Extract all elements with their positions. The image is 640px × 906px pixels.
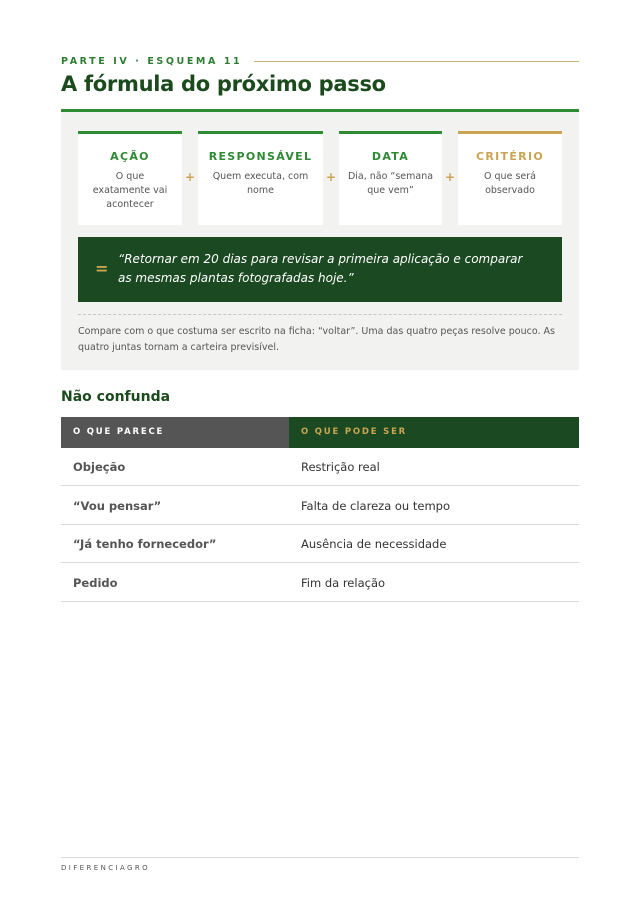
cell-could-be: Falta de clareza ou tempo bbox=[301, 498, 451, 513]
cell-appears: “Já tenho fornecedor” bbox=[73, 536, 217, 551]
eyebrow-row bbox=[61, 55, 579, 67]
footer-brand: DIFERENCIAGRO bbox=[61, 864, 151, 872]
cell-could-be: Restrição real bbox=[301, 459, 380, 474]
eyebrow-divider bbox=[254, 61, 579, 62]
column-header-appears: O QUE PARECE bbox=[61, 417, 289, 448]
section-eyebrow: PARTE IV · ESQUEMA 11 bbox=[61, 55, 243, 67]
card-description: O que exatamente vai acontecer bbox=[92, 171, 168, 210]
table-row bbox=[61, 448, 579, 486]
card-data bbox=[339, 131, 442, 225]
plus-sign: + bbox=[444, 170, 456, 184]
cell-appears: “Vou pensar” bbox=[73, 498, 162, 513]
card-title: CRITÉRIO bbox=[476, 150, 544, 163]
cell-could-be: Ausência de necessidade bbox=[301, 536, 447, 551]
plus-sign: + bbox=[325, 170, 337, 184]
page-title: A fórmula do próximo passo bbox=[61, 72, 386, 96]
comparison-heading: Não confunda bbox=[61, 389, 171, 405]
card-description: O que será observado bbox=[484, 171, 536, 196]
card-criterio bbox=[458, 131, 562, 225]
formula-note: Compare com o que costuma ser escrito na ficha: “voltar”. Uma das quatro peças resolve pouco. As quatro juntas tornam a carteira previsível. bbox=[78, 326, 555, 353]
footer-divider bbox=[61, 857, 579, 858]
table-row bbox=[61, 564, 579, 602]
card-acao bbox=[78, 131, 182, 225]
result-box bbox=[78, 237, 562, 302]
cell-could-be: Fim da relação bbox=[301, 575, 386, 590]
dashed-divider bbox=[78, 314, 562, 315]
cell-appears: Pedido bbox=[73, 575, 118, 590]
card-title: DATA bbox=[371, 150, 410, 163]
table-row bbox=[61, 525, 579, 563]
comparison-table-header bbox=[61, 417, 579, 448]
card-title: AÇÃO bbox=[110, 150, 150, 163]
column-header-could-be: O QUE PODE SER bbox=[289, 417, 579, 448]
card-responsavel bbox=[198, 131, 323, 225]
plus-sign: + bbox=[184, 170, 196, 184]
card-description: Quem executa, com nome bbox=[212, 171, 309, 196]
cell-appears: Objeção bbox=[73, 459, 126, 474]
card-description: Dia, não “semana que vem” bbox=[347, 171, 434, 196]
result-quote: “Retornar em 20 dias para revisar a primeira aplicação e comparar as mesmas plantas fotografadas hoje.” bbox=[118, 252, 523, 285]
equals-sign: = bbox=[95, 259, 109, 278]
table-row bbox=[61, 487, 579, 525]
card-title: RESPONSÁVEL bbox=[208, 150, 313, 163]
